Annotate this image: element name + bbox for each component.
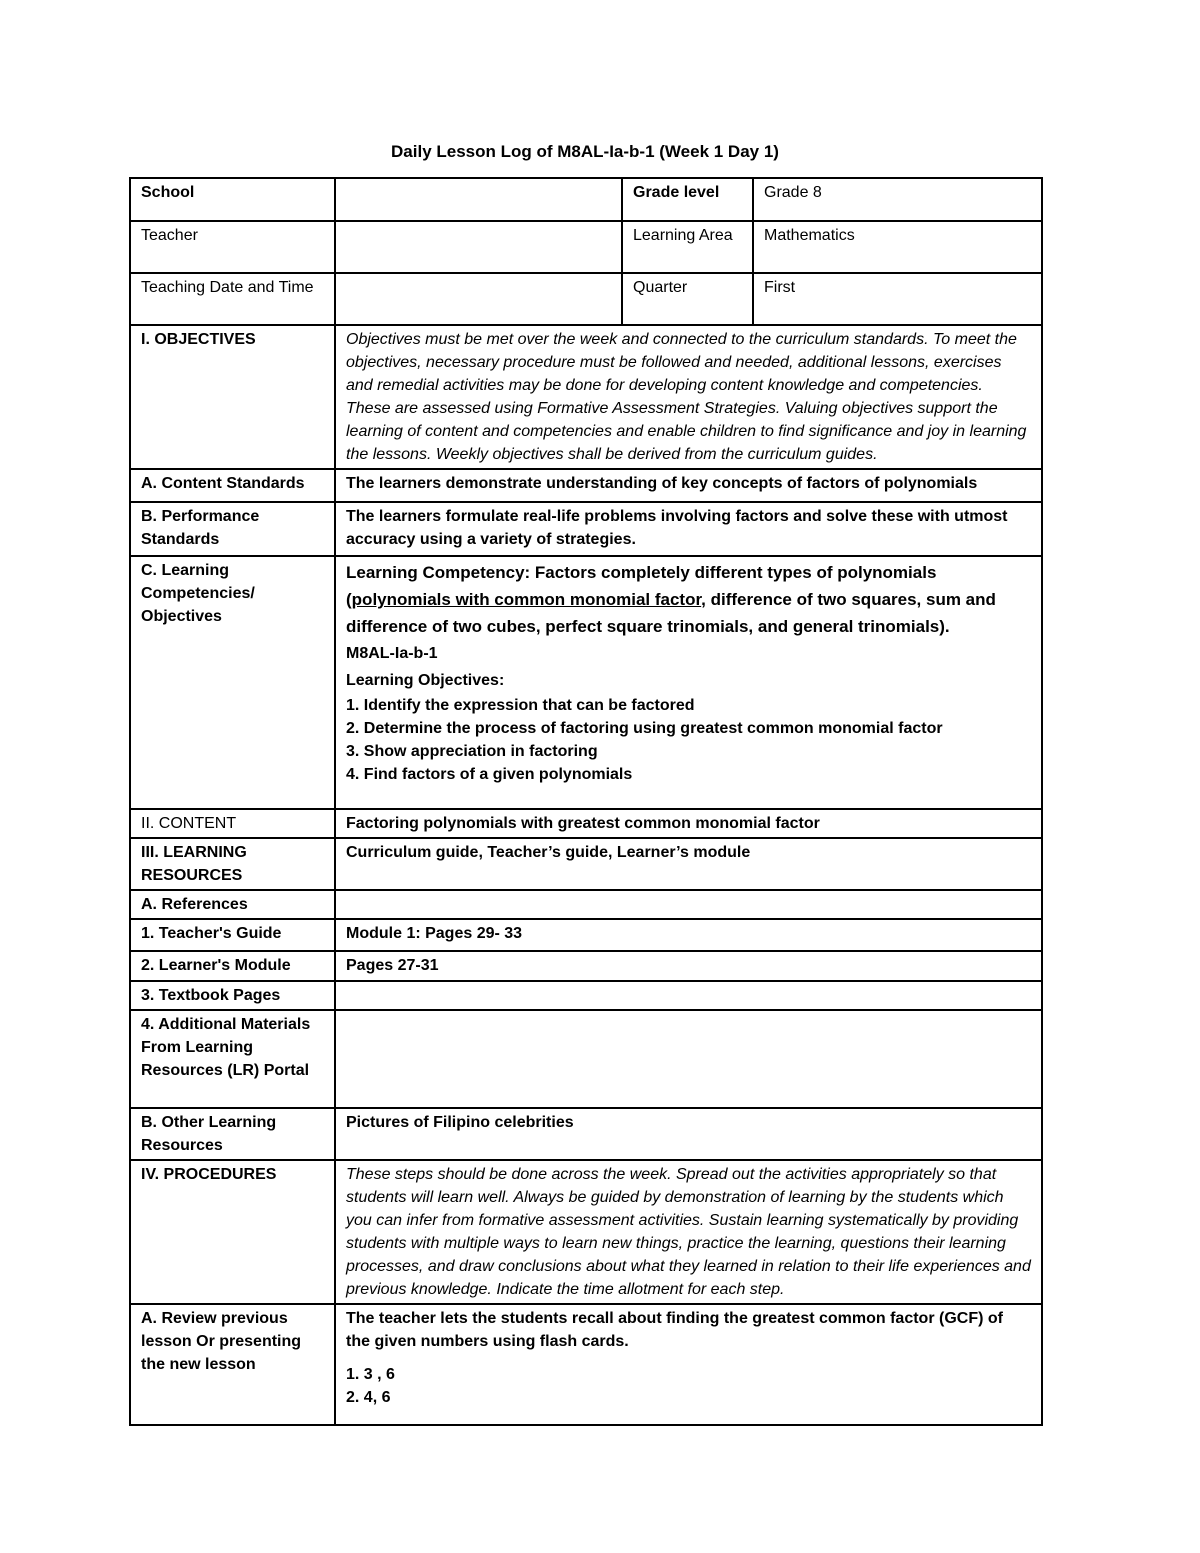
competency-text xyxy=(346,559,1031,640)
teacher-value xyxy=(335,221,622,273)
performance-standards-value: The learners formulate real-life problems involving factors and solve these with utmost accuracy using a variety of strategies. xyxy=(335,502,1042,556)
textbook-value xyxy=(335,981,1042,1010)
objectives-heading: Learning Objectives: xyxy=(346,672,505,689)
procedures-note: These steps should be done across the week. Spread out the activities appropriately so that students will learn well. Always be guided by demonstration of learning by the students which you can infer from formative assessment activities. Sustain learning systematically by providing students with multiple ways to learn new things, practice the learning, questions their learning processes, and draw conclusions about what they learned in relation to their life experiences and previous knowledge. Indicate the time allotment for each step. xyxy=(335,1160,1042,1304)
content-label: II. CONTENT xyxy=(130,809,335,838)
table-row xyxy=(130,502,1042,556)
table-row xyxy=(130,1108,1042,1160)
objective-item-1: 1. Identify the expression that can be factored xyxy=(346,697,695,714)
other-resources-value: Pictures of Filipino celebrities xyxy=(335,1108,1042,1160)
review-text: The teacher lets the students recall about finding the greatest common factor (GCF) of the given numbers using flash cards. xyxy=(346,1310,1003,1350)
learners-module-value: Pages 27-31 xyxy=(335,951,1042,981)
competency-intro: Learning Competency: Factors completely different types of polynomials ( xyxy=(346,563,937,609)
table-row xyxy=(130,178,1042,221)
table-row xyxy=(130,325,1042,469)
table-row xyxy=(130,919,1042,951)
teaching-date-label: Teaching Date and Time xyxy=(130,273,335,325)
table-row xyxy=(130,273,1042,325)
content-standards-value: The learners demonstrate understanding of key concepts of factors of polynomials xyxy=(335,469,1042,502)
review-cell xyxy=(335,1304,1042,1425)
quarter-label: Quarter xyxy=(622,273,753,325)
school-value xyxy=(335,178,622,221)
table-row xyxy=(130,1304,1042,1425)
teachers-guide-label: 1. Teacher's Guide xyxy=(130,919,335,951)
school-label: School xyxy=(130,178,335,221)
learners-module-label: 2. Learner's Module xyxy=(130,951,335,981)
procedures-label: IV. PROCEDURES xyxy=(130,1160,335,1304)
learning-resources-value: Curriculum guide, Teacher’s guide, Learner’s module xyxy=(335,838,1042,890)
teaching-date-value xyxy=(335,273,622,325)
objectives-label: I. OBJECTIVES xyxy=(130,325,335,469)
competency-code: M8AL-Ia-b-1 xyxy=(346,645,438,662)
competencies-label: C. Learning Competencies/ Objectives xyxy=(130,556,335,809)
table-row xyxy=(130,981,1042,1010)
references-label: A. References xyxy=(130,890,335,919)
grade-level-value: Grade 8 xyxy=(753,178,1042,221)
grade-level-label: Grade level xyxy=(622,178,753,221)
objective-item-4: 4. Find factors of a given polynomials xyxy=(346,766,633,783)
additional-materials-value xyxy=(335,1010,1042,1108)
table-row xyxy=(130,1010,1042,1108)
content-standards-label: A. Content Standards xyxy=(130,469,335,502)
objectives-note: Objectives must be met over the week and connected to the curriculum standards. To meet the objectives, necessary procedure must be followed and needed, additional lessons, exercises and remedial activities may be done for developing content knowledge and competencies. These are assessed using Formative Assessment Strategies. Valuing objectives support the learning of content and competencies and enable children to find significance and joy in learning the lessons. Weekly objectives shall be derived from the curriculum guides. xyxy=(335,325,1042,469)
performance-standards-label: B. Performance Standards xyxy=(130,502,335,556)
objective-item-2: 2. Determine the process of factoring using greatest common monomial factor xyxy=(346,720,943,737)
textbook-label: 3. Textbook Pages xyxy=(130,981,335,1010)
table-row xyxy=(130,838,1042,890)
teacher-label: Teacher xyxy=(130,221,335,273)
review-item-2: 2. 4, 6 xyxy=(346,1389,391,1406)
quarter-value: First xyxy=(753,273,1042,325)
other-resources-label: B. Other Learning Resources xyxy=(130,1108,335,1160)
table-row xyxy=(130,221,1042,273)
content-value: Factoring polynomials with greatest common monomial factor xyxy=(335,809,1042,838)
competency-rest: , difference of two squares, sum and difference of two cubes, perfect square trinomials, and general trinomials). xyxy=(346,590,996,636)
table-row xyxy=(130,951,1042,981)
references-value xyxy=(335,890,1042,919)
table-row xyxy=(130,469,1042,502)
table-row xyxy=(130,809,1042,838)
competency-underlined: polynomials with common monomial factor xyxy=(351,590,702,609)
spacer xyxy=(346,1353,1031,1363)
teachers-guide-value: Module 1: Pages 29- 33 xyxy=(335,919,1042,951)
competencies-cell xyxy=(335,556,1042,809)
lesson-log-table xyxy=(129,177,1043,1426)
review-label: A. Review previous lesson Or presenting the new lesson xyxy=(130,1304,335,1425)
review-item-1: 1. 3 , 6 xyxy=(346,1366,395,1383)
additional-materials-label: 4. Additional Materials From Learning Resources (LR) Portal xyxy=(130,1010,335,1108)
objective-item-3: 3. Show appreciation in factoring xyxy=(346,743,598,760)
table-row xyxy=(130,890,1042,919)
table-row xyxy=(130,1160,1042,1304)
page-title: Daily Lesson Log of M8AL-Ia-b-1 (Week 1 Day 1) xyxy=(391,142,779,161)
learning-resources-label: III. LEARNING RESOURCES xyxy=(130,838,335,890)
learning-area-value: Mathematics xyxy=(753,221,1042,273)
table-row xyxy=(130,556,1042,809)
learning-area-label: Learning Area xyxy=(622,221,753,273)
